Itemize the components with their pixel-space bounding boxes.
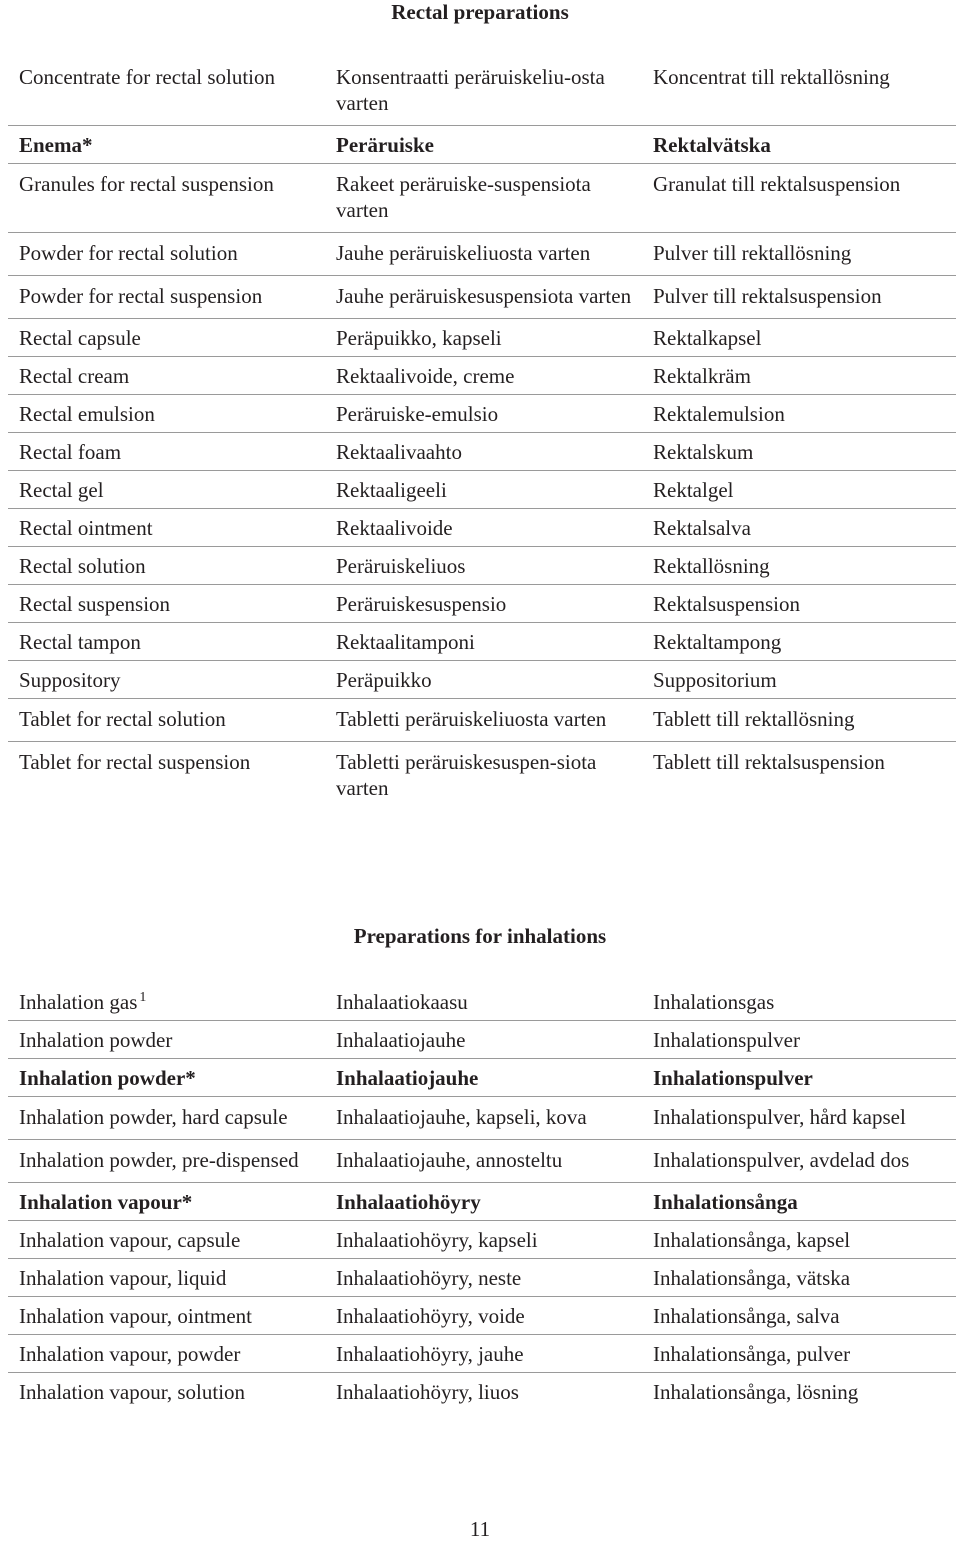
english-term-cell [8,706,325,732]
english-term-cell [8,515,325,541]
english-term-cell [8,1265,325,1291]
swedish-term-cell [642,64,956,116]
finnish-term-cell-text: Inhalaatiojauhe, kapseli, kova [336,1105,587,1129]
finnish-term-cell [325,132,642,158]
swedish-term-cell-text: Pulver till rektalsuspension [653,284,882,308]
swedish-term-cell-text: Rektallösning [653,554,770,578]
english-term-cell-text: Rectal cream [19,364,130,388]
swedish-term-cell [642,1104,956,1130]
english-term-cell-text: Rectal tampon [19,630,141,654]
swedish-term-cell-text: Tablett till rektalsuspension [653,750,885,774]
finnish-term-cell-text: Inhalaatiojauhe [336,1028,466,1052]
table-row [8,276,956,319]
finnish-term-cell-text: Peräruiske-emulsio [336,402,499,426]
footnote-marker: 1 [139,990,147,1005]
table-row [8,661,956,699]
finnish-term-cell-text: Inhalaatiohöyry, neste [336,1266,522,1290]
english-term-cell-text: Powder for rectal suspension [19,284,263,308]
english-term-cell-text: Rectal ointment [19,516,153,540]
finnish-term-cell-text: Inhalaatiohöyry [336,1190,481,1214]
english-term-cell-text: Inhalation powder, pre-dispensed [19,1148,299,1172]
inhalation-preparations-table [8,983,956,1410]
finnish-term-cell-text: Rakeet peräruiske-suspensiota varten [336,172,591,222]
swedish-term-cell-text: Rektalskum [653,440,754,464]
finnish-term-cell [325,1265,642,1291]
swedish-term-cell-text: Rektalsuspension [653,592,800,616]
swedish-term-cell-text: Inhalationsånga, vätska [653,1266,851,1290]
english-term-cell-text: Rectal solution [19,554,146,578]
swedish-term-cell [642,477,956,503]
english-term-cell-text: Inhalation vapour* [19,1190,193,1214]
finnish-term-cell-text: Peräruiske [336,133,434,157]
english-term-cell [8,1104,325,1130]
swedish-term-cell [642,515,956,541]
finnish-term-cell [325,477,642,503]
english-term-cell-text: Rectal gel [19,478,104,502]
swedish-term-cell [642,1027,956,1053]
finnish-term-cell-text: Inhalaatiohöyry, kapseli [336,1228,538,1252]
english-term-cell-text: Concentrate for rectal solution [19,65,275,89]
finnish-term-cell-text: Rektaalivoide [336,516,453,540]
finnish-term-cell [325,749,642,801]
table-row [8,233,956,276]
swedish-term-cell-text: Rektaltampong [653,630,782,654]
table-row [8,509,956,547]
english-term-cell [8,591,325,617]
finnish-term-cell [325,629,642,655]
swedish-term-cell-text: Inhalationsånga, pulver [653,1342,851,1366]
finnish-term-cell [325,1227,642,1253]
finnish-term-cell [325,363,642,389]
swedish-term-cell [642,1189,956,1215]
swedish-term-cell-text: Rektalemulsion [653,402,785,426]
english-term-cell [8,283,325,309]
swedish-term-cell-text: Rektalkräm [653,364,751,388]
english-term-cell-text: Powder for rectal solution [19,241,238,265]
table-row [8,1297,956,1335]
swedish-term-cell-text: Granulat till rektalsuspension [653,172,901,196]
finnish-term-cell [325,64,642,116]
swedish-term-cell-text: Pulver till rektallösning [653,241,852,265]
english-term-cell-text: Inhalation powder [19,1028,173,1052]
english-term-cell [8,325,325,351]
english-term-cell-text: Rectal emulsion [19,402,155,426]
finnish-term-cell-text: Konsentraatti peräruiskeliu-osta varten [336,65,605,115]
finnish-term-cell-text: Rektaaligeeli [336,478,447,502]
swedish-term-cell [642,667,956,693]
swedish-term-cell-text: Inhalationsgas [653,990,775,1014]
swedish-term-cell-text: Inhalationsånga, kapsel [653,1228,851,1252]
finnish-term-cell-text: Inhalaatiohöyry, voide [336,1304,525,1328]
page-number: 11 [469,1517,491,1541]
swedish-term-cell [642,132,956,158]
swedish-term-cell [642,240,956,266]
finnish-term-cell [325,515,642,541]
english-term-cell [8,1027,325,1053]
finnish-term-cell [325,171,642,223]
english-term-cell [8,171,325,223]
swedish-term-cell-text: Rektalkapsel [653,326,762,350]
swedish-term-cell [642,629,956,655]
table-row [8,1097,956,1140]
english-term-cell-text: Rectal suspension [19,592,171,616]
table-row [8,1335,956,1373]
finnish-term-cell-text: Peräruiskesuspensio [336,592,507,616]
finnish-term-cell [325,667,642,693]
finnish-term-cell-text: Inhalaatiohöyry, liuos [336,1380,519,1404]
inhalation-section-title: Preparations for inhalations [353,924,607,948]
swedish-term-cell-text: Inhalationsånga, lösning [653,1380,859,1404]
swedish-term-cell [642,171,956,223]
english-term-cell [8,1065,325,1091]
finnish-term-cell-text: Tabletti peräruiskesuspen-siota varten [336,750,597,800]
swedish-term-cell [642,1265,956,1291]
english-term-cell [8,749,325,801]
swedish-term-cell-text: Tablett till rektallösning [653,707,855,731]
finnish-term-cell-text: Inhalaatiohöyry, jauhe [336,1342,524,1366]
english-term-cell [8,363,325,389]
swedish-term-cell-text: Inhalationsånga [653,1190,798,1214]
finnish-term-cell [325,591,642,617]
finnish-term-cell [325,989,642,1015]
english-term-cell [8,64,325,116]
swedish-term-cell [642,1341,956,1367]
english-term-cell [8,1227,325,1253]
english-term-cell [8,989,325,1015]
rectal-section-title: Rectal preparations [391,0,569,24]
english-term-cell [8,477,325,503]
table-row [8,319,956,357]
english-term-cell-text: Inhalation vapour, capsule [19,1228,241,1252]
swedish-term-cell-text: Rektalvätska [653,133,771,157]
finnish-term-cell [325,1379,642,1405]
swedish-term-cell [642,363,956,389]
swedish-term-cell [642,1303,956,1329]
english-term-cell [8,1189,325,1215]
table-row [8,471,956,509]
swedish-term-cell [642,1065,956,1091]
swedish-term-cell [642,706,956,732]
finnish-term-cell-text: Jauhe peräruiskeliuosta varten [336,241,591,265]
finnish-term-cell [325,439,642,465]
table-row [8,1373,956,1410]
finnish-term-cell [325,1189,642,1215]
finnish-term-cell-text: Tabletti peräruiskeliuosta varten [336,707,607,731]
english-term-cell-text: Tablet for rectal solution [19,707,226,731]
table-row [8,1221,956,1259]
swedish-term-cell-text: Inhalationspulver [653,1028,800,1052]
rectal-preparations-table [8,57,956,810]
finnish-term-cell [325,553,642,579]
finnish-term-cell [325,325,642,351]
english-term-cell-text: Suppository [19,668,121,692]
table-row [8,1059,956,1097]
english-term-cell-text: Inhalation vapour, ointment [19,1304,253,1328]
swedish-term-cell-text: Koncentrat till rektallösning [653,65,890,89]
finnish-term-cell-text: Inhalaatiojauhe, annosteltu [336,1148,563,1172]
english-term-cell-text: Enema* [19,133,93,157]
finnish-term-cell [325,706,642,732]
finnish-term-cell [325,1104,642,1130]
finnish-term-cell-text: Rektaalivaahto [336,440,462,464]
english-term-cell [8,240,325,266]
english-term-cell [8,132,325,158]
table-row [8,1140,956,1183]
english-term-cell [8,667,325,693]
finnish-term-cell [325,240,642,266]
finnish-term-cell-text: Rektaalitamponi [336,630,475,654]
swedish-term-cell [642,283,956,309]
finnish-term-cell-text: Jauhe peräruiskesuspensiota varten [336,284,632,308]
swedish-term-cell-text: Rektalsalva [653,516,751,540]
swedish-term-cell [642,325,956,351]
table-row [8,623,956,661]
table-row [8,742,956,810]
english-term-cell [8,553,325,579]
swedish-term-cell [642,591,956,617]
table-row [8,433,956,471]
swedish-term-cell-text: Suppositorium [653,668,777,692]
english-term-cell-text: Rectal foam [19,440,122,464]
english-term-cell [8,1379,325,1405]
table-row [8,57,956,126]
swedish-term-cell [642,1379,956,1405]
swedish-term-cell-text: Inhalationspulver, avdelad dos [653,1148,910,1172]
english-term-cell-text: Rectal capsule [19,326,141,350]
table-row [8,126,956,164]
table-row [8,547,956,585]
swedish-term-cell-text: Inhalationspulver, hård kapsel [653,1105,906,1129]
swedish-term-cell-text: Inhalationspulver [653,1066,813,1090]
swedish-term-cell [642,749,956,801]
english-term-cell-text: Inhalation vapour, powder [19,1342,241,1366]
english-term-cell-text: Granules for rectal suspension [19,172,274,196]
finnish-term-cell-text: Inhalaatiokaasu [336,990,468,1014]
english-term-cell [8,1147,325,1173]
finnish-term-cell [325,1027,642,1053]
finnish-term-cell [325,283,642,309]
table-row [8,164,956,233]
swedish-term-cell [642,401,956,427]
finnish-term-cell [325,401,642,427]
finnish-term-cell-text: Peräpuikko [336,668,432,692]
table-row [8,395,956,433]
finnish-term-cell [325,1303,642,1329]
swedish-term-cell-text: Inhalationsånga, salva [653,1304,840,1328]
english-term-cell [8,1341,325,1367]
finnish-term-cell [325,1065,642,1091]
english-term-cell-text: Inhalation vapour, liquid [19,1266,227,1290]
finnish-term-cell [325,1341,642,1367]
finnish-term-cell [325,1147,642,1173]
swedish-term-cell-text: Rektalgel [653,478,734,502]
english-term-cell-text: Inhalation powder* [19,1066,196,1090]
swedish-term-cell [642,553,956,579]
table-row [8,1021,956,1059]
finnish-term-cell-text: Peräpuikko, kapseli [336,326,502,350]
english-term-cell [8,439,325,465]
english-term-cell [8,401,325,427]
english-term-cell [8,1303,325,1329]
table-row [8,983,956,1021]
table-row [8,1259,956,1297]
finnish-term-cell-text: Rektaalivoide, creme [336,364,515,388]
finnish-term-cell-text: Inhalaatiojauhe [336,1066,479,1090]
swedish-term-cell [642,1147,956,1173]
swedish-term-cell [642,1227,956,1253]
table-row [8,585,956,623]
swedish-term-cell [642,439,956,465]
finnish-term-cell-text: Peräruiskeliuos [336,554,466,578]
english-term-cell [8,629,325,655]
english-term-cell-text: Inhalation powder, hard capsule [19,1105,288,1129]
swedish-term-cell [642,989,956,1015]
table-row [8,699,956,742]
english-term-cell-text: Inhalation gas [19,990,138,1014]
table-row [8,357,956,395]
table-row [8,1183,956,1221]
english-term-cell-text: Inhalation vapour, solution [19,1380,246,1404]
english-term-cell-text: Tablet for rectal suspension [19,750,251,774]
